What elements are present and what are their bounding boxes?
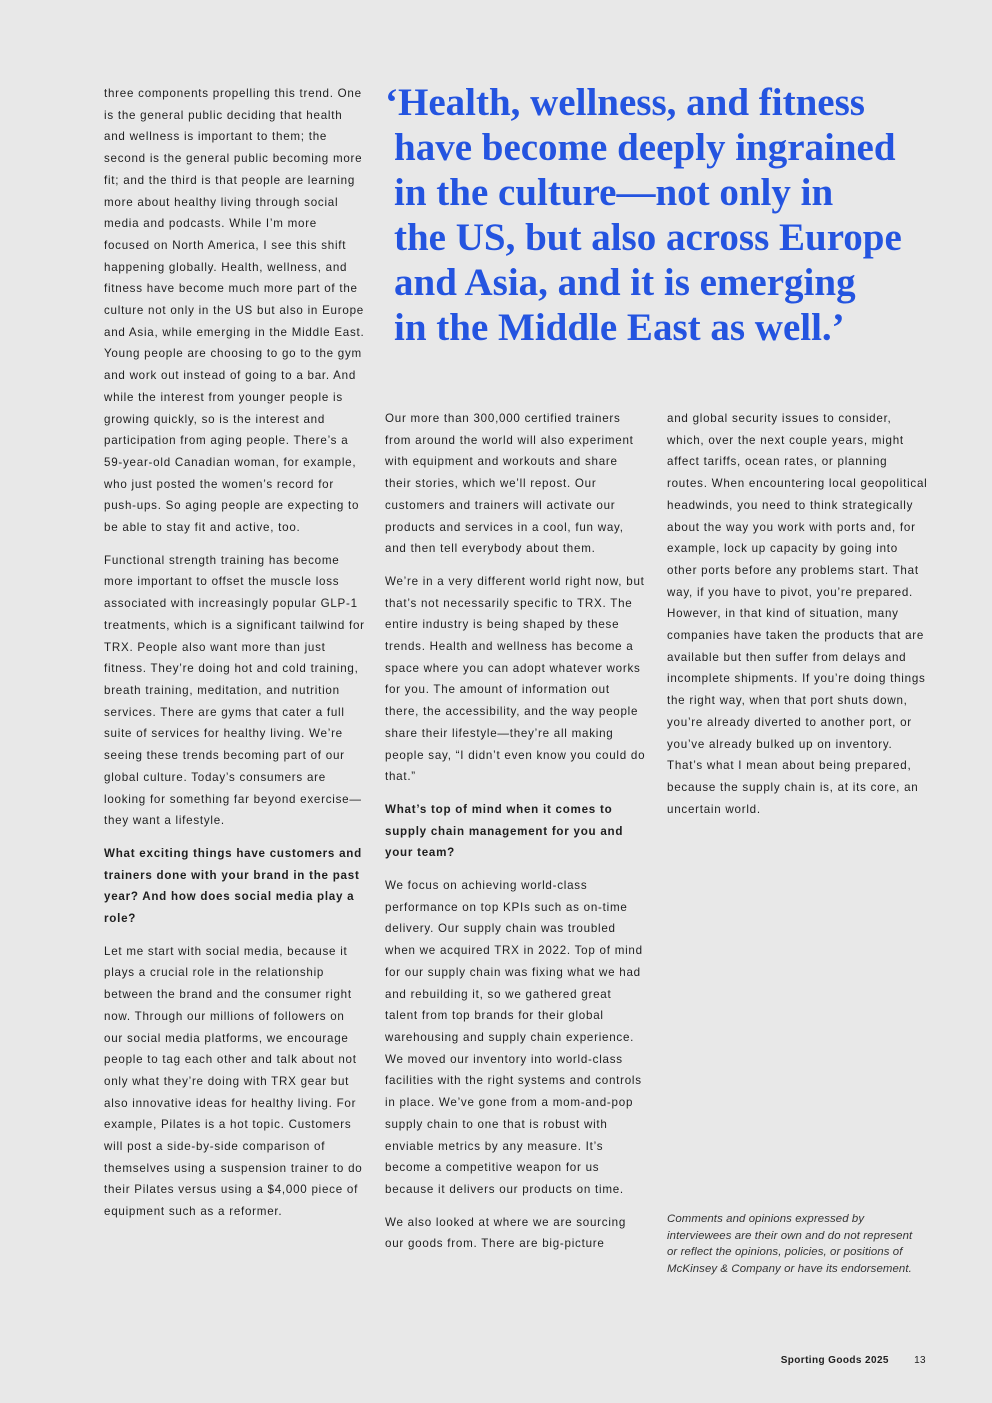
publication-title: Sporting Goods 2025 bbox=[780, 1355, 889, 1366]
article-column-3 bbox=[667, 408, 929, 831]
pull-quote-line: in the Middle East as well.’ bbox=[394, 306, 845, 349]
pull-quote-line: in the culture—not only in bbox=[394, 171, 834, 214]
body-paragraph: three components propelling this trend. One is the general public deciding that health and wellness is important to them; the second is the general public becoming more fit; and the third is that people are learning more about healthy living through social media and podcasts. While I’m more focused on North America, I see this shift happening globally. Health, wellness, and fitness have become much more part of the culture not only in the US but also in Europe and Asia, while emerging in the Middle East. Young people are choosing to go to the gym and work out instead of going to a bar. And while the interest from younger people is growing quickly, so is the interest and participation from aging people. There’s a 59-year-old Canadian woman, for example, who just posted the women’s record for push-ups. So aging people are expecting to be able to stay fit and active, too. bbox=[104, 87, 365, 535]
disclaimer: Comments and opinions expressed by interviewees are their own and do not represent or reflect the opinions, policies, or positions of McKinsey & Company or have its endorsement. bbox=[667, 1213, 913, 1276]
body-paragraph: Our more than 300,000 certified trainers from around the world will also experiment with equipment and workouts and share their stories, which we’ll repost. Our customers and trainers will activate our products and services in a cool, fun way, and then tell everybody about them. bbox=[385, 412, 634, 556]
body-paragraph: We’re in a very different world right now, but that’s not necessarily specific to TRX. The entire industry is being shaped by these trends. Health and wellness has become a space where you can adopt whatever works for you. The amount of information out there, the accessibility, and the way people share their lifestyle—they’re all making people say, “I didn’t even know you could do that.” bbox=[385, 574, 646, 784]
body-paragraph: We focus on achieving world-class performance on top KPIs such as on-time delivery. Our supply chain was troubled when we acquired TRX in 2022. Top of mind for our supply chain was fixing what we had and rebuilding it, so we gathered great talent from top brands for their global warehousing and supply chain experience. We moved our inventory into world-class facilities with the right systems and controls in place. We’ve gone from a mom-and-pop supply chain to one that is robust with enviable metrics by any measure. It’s become a competitive weapon for us because it delivers our products on time. bbox=[385, 879, 643, 1196]
page-number: 13 bbox=[914, 1355, 926, 1366]
body-paragraph: Functional strength training has become more important to offset the muscle loss associated with increasingly popular GLP-1 treatments, which is a significant tailwind for TRX. People also want more than just fitness. They’re doing hot and cold training, breath training, meditation, and nutrition services. There are gyms that cater a full suite of services for healthy living. We’re seeing these trends becoming part of our global culture. Today’s consumers are looking for something far beyond exercise—they want a lifestyle. bbox=[104, 553, 365, 828]
article-column-1 bbox=[104, 83, 366, 1234]
body-paragraph: and global security issues to consider, which, over the next couple years, might affect tariffs, ocean rates, or planning routes. When encountering local geopolitical headwinds, you need to think strategically about the way you work with ports and, for example, lock up capacity by going into other ports before any problems start. That way, if you have to pivot, you’re prepared. However, in that kind of situation, many companies have taken the products that are available but then suffer from delays and incomplete shipments. If you’re doing things the right way, when that port shuts down, you’re already diverted to another port, or you’ve already bulked up on inventory. That’s what I mean about being prepared, because the supply chain is, at its core, an uncertain world. bbox=[667, 412, 928, 816]
article-column-2 bbox=[385, 408, 647, 1266]
pull-quote-line: ‘Health, wellness, and fitness bbox=[385, 81, 865, 124]
pull-quote-line: have become deeply ingrained bbox=[394, 126, 896, 169]
pull-quote-line: the US, but also across Europe bbox=[394, 216, 902, 259]
interview-question: What’s top of mind when it comes to supply chain management for you and your team? bbox=[385, 802, 624, 860]
page-footer bbox=[781, 1355, 926, 1366]
interview-question: What exciting things have customers and trainers done with your brand in the past year? And how does social media play a role? bbox=[104, 846, 362, 926]
pull-quote bbox=[385, 80, 945, 350]
body-paragraph: Let me start with social media, because it plays a crucial role in the relationship between the brand and the consumer right now. Through our millions of followers on our social media platforms, we encourage people to tag each other and talk about not only what they’re doing with TRX gear but also innovative ideas for healthy living. For example, Pilates is a hot topic. Customers will post a side-by-side comparison of themselves using a suspension trainer to do their Pilates versus using a $4,000 piece of equipment such as a reformer. bbox=[104, 944, 363, 1219]
body-paragraph: We also looked at where we are sourcing our goods from. There are big-picture bbox=[385, 1215, 627, 1251]
pull-quote-line: and Asia, and it is emerging bbox=[394, 261, 856, 304]
